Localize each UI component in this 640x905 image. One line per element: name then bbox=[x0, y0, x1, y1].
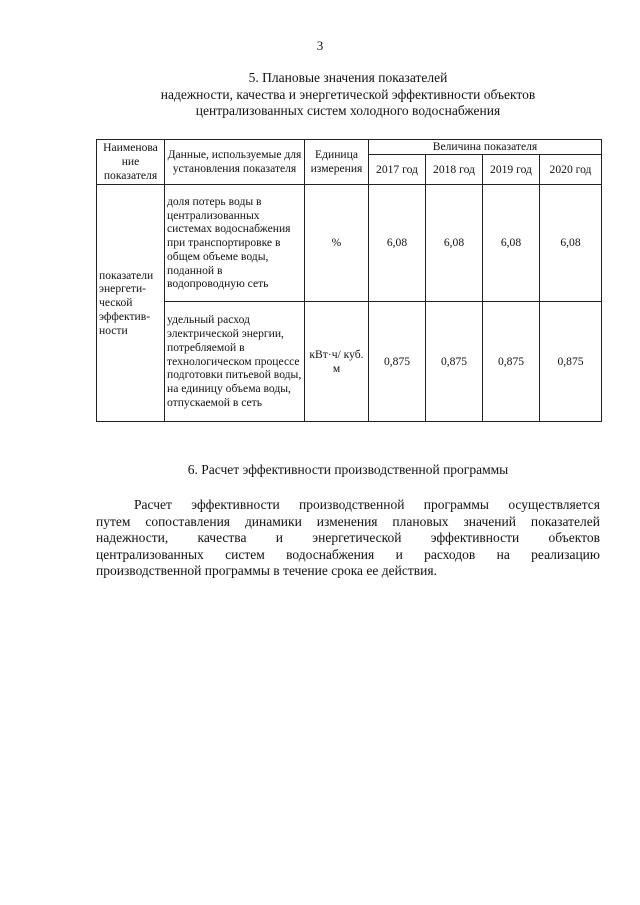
paragraph-line: централизованных систем водоснабжения и расходов на реализацию bbox=[96, 546, 600, 562]
row-value-2018: 0,875 bbox=[426, 302, 483, 422]
row-unit: кВт·ч/ куб. м bbox=[305, 302, 369, 422]
row-unit: % bbox=[305, 185, 369, 302]
row-value-2020: 6,08 bbox=[540, 185, 602, 302]
section-5-title-line: централизованных систем холодного водоснабжения bbox=[195, 103, 501, 118]
header-indicator-value: Величина показателя bbox=[369, 140, 602, 155]
page-number: 3 bbox=[316, 38, 324, 53]
paragraph-line: надежности, качества и энергетической эффективности объектов bbox=[96, 530, 600, 545]
header-year-2019: 2019 год bbox=[483, 155, 540, 185]
row-value-2019: 0,875 bbox=[483, 302, 540, 422]
paragraph-line: путем сопоставления динамики изменения плановых значений показателей bbox=[96, 513, 600, 529]
row-value-2020: 0,875 bbox=[540, 302, 602, 422]
header-unit: Единица измерения bbox=[305, 140, 369, 185]
row-value-2017: 0,875 bbox=[369, 302, 426, 422]
section-5-heading bbox=[96, 70, 600, 120]
indicator-name-cell: показатели энергети- ческой эффектив- ности bbox=[97, 185, 165, 422]
section-6-paragraph bbox=[96, 497, 600, 580]
indicators-table bbox=[96, 139, 602, 422]
row-value-2018: 6,08 bbox=[426, 185, 483, 302]
section-5-title-line: 5. Плановые значения показателей bbox=[248, 70, 448, 85]
section-5-title-line: надежности, качества и энергетической эффективности объектов bbox=[160, 86, 536, 102]
row-value-2017: 6,08 bbox=[369, 185, 426, 302]
section-6-title: 6. Расчет эффективности производственной программы bbox=[187, 462, 509, 477]
header-year-2018: 2018 год bbox=[426, 155, 483, 185]
row-value-2019: 6,08 bbox=[483, 185, 540, 302]
paragraph-line: производственной программы в течение срока ее действия. bbox=[96, 563, 437, 578]
header-source-data: Данные, используемые для установления показателя bbox=[165, 140, 305, 185]
paragraph-line: Расчет эффективности производственной программы осуществляется bbox=[134, 497, 600, 512]
row-source-data: удельный расход электрической энергии, потребляемой в технологическом процессе подготовки питьевой воды, на единицу объема воды, отпускаемой в сеть bbox=[165, 302, 305, 422]
row-source-data: доля потерь воды в централизованных системах водоснабжения при транспортировке в общем объеме воды, поданной в водопроводную сеть bbox=[165, 185, 305, 302]
header-year-2020: 2020 год bbox=[540, 155, 602, 185]
header-indicator-name: Наименова ние показателя bbox=[97, 140, 165, 185]
header-year-2017: 2017 год bbox=[369, 155, 426, 185]
table-row bbox=[97, 185, 602, 302]
table-row bbox=[97, 302, 602, 422]
